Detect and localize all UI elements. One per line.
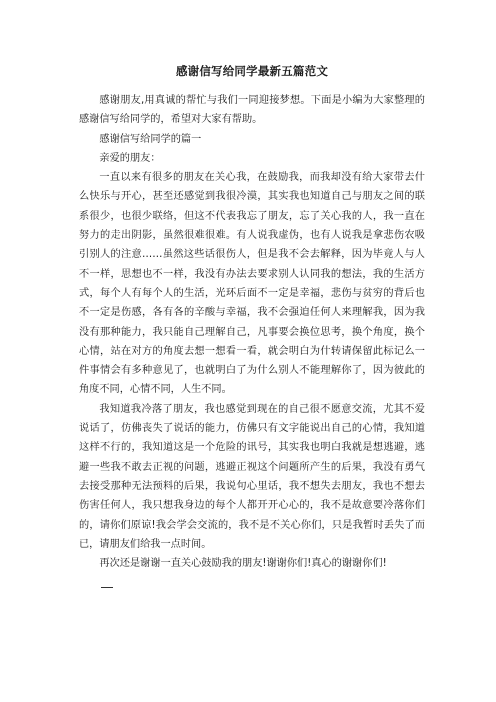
salutation: 亲爱的朋友： xyxy=(99,152,161,164)
document-title: 感谢信写给同学最新五篇范文 xyxy=(175,64,329,78)
closing-paragraph: 再次还是谢谢一直关心鼓励我的朋友!谢谢你们!真心的谢谢你们! xyxy=(99,558,387,570)
document-body xyxy=(79,91,425,573)
document-page xyxy=(79,62,425,588)
body-paragraph: 一直以来有很多的朋友在关心我，在鼓励我，而我却没有给大家带去什么快乐与开心，甚至还感觉到我很冷漠，其实我也知道自己与朋友之间的联系很少，也很少联络，但这不代表我忘了朋友，忘了关心我的人，我一直在努力的走出阴影，虽然很难很难。有人说我虚伪，也有人说我是拿悲伤农吸引别人的注意……虽然这些话很伤人，但是我不会去解释，因为毕竟人与人不一样，思想也不一样，我没有办法去要求别人认同我的想法，我的生活方式，每个人有每个人的生活，光环后面不一定是幸福，悲伤与贫穷的背后也不一定是伤感，各有各的辛酸与幸福，我不会强迫任何人来理解我，因为我没有那种能力，我只能自己理解自己，凡事要会换位思考，换个角度，换个心情，站在对方的角度去想一想看一看，就会明白为什转请保留此标记么一件事情会有多种意见了，也就明白了为什么别人不能理解你了，因为彼此的角度不同，心情不同，人生不同。 xyxy=(79,172,425,396)
body-paragraph: 我知道我冷落了朋友，我也感觉到现在的自己很不愿意交流，尤其不爱说话了，仿佛丧失了说话的能力，仿佛只有文字能说出自己的心情，我知道这样不行的，我知道这是一个危险的讯号，其实我也明白我就是想逃避，逃避一些我不敢去正视的问题，逃避正视这个问题所产生的后果，我没有勇气去接受那种无法预料的后果，我说句心里话，我不想失去朋友，我也不想去伤害任何人，我只想我身边的每个人都开开心心的，我不是故意要冷落你们的，请你们原谅!我会学会交流的，我不是不关心你们，只是我暂时丢失了而已，请朋友们给我一点时间。 xyxy=(79,403,425,550)
intro-paragraph: 感谢朋友,用真诚的帮忙与我们一同迎接梦想。下面是小编为大家整理的感谢信写给同学的，希望对大家有帮助。 xyxy=(79,95,425,126)
section-divider xyxy=(101,587,113,588)
section-heading: 感谢信写给同学的篇一 xyxy=(99,133,202,145)
